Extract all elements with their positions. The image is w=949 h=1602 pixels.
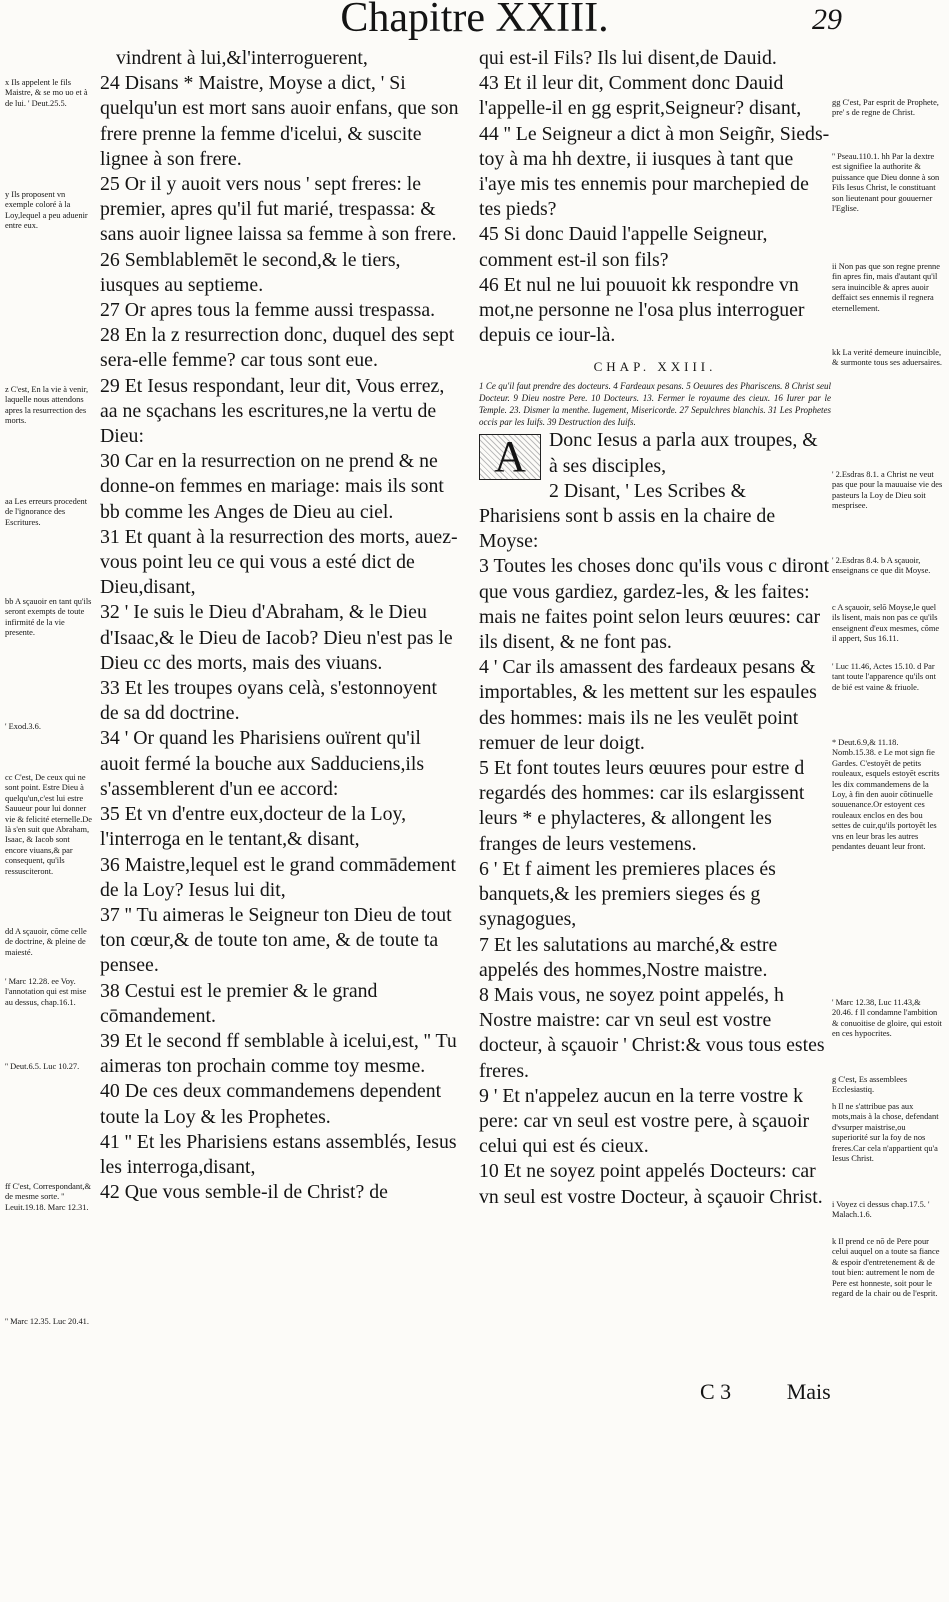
margin-note: ' 2.Esdras 8.1. a Christ ne veut pas que pour la mauuaise vie des pasteurs la Loy de Dieu soit mesprisee. (832, 470, 943, 511)
margin-note: g C'est, Es assemblees Ecclesiastiq. (832, 1075, 908, 1095)
margin-note: x Ils appelent le fils Maistre, & se mo uo et à de lui. ' Deut.25.5. (5, 78, 88, 108)
verse-line: 6 ' Et f aiment les premieres places és banquets,& les premiers sieges és g synagogues, (479, 857, 776, 931)
verse-line: 40 De ces deux commandemens dependent toute la Loy & les Prophetes. (100, 1080, 442, 1128)
margin-note: '' Pseau.110.1. hh Par la dextre est signifiee la authorite & puissance que Dieu donne à son Fils Iesus Christ, le constituant son lieutenant pour gouuerner l'Eglise. (832, 152, 940, 214)
verse-line: 8 Mais vous, ne soyez point appelés, h Nostre maistre: car vn seul est vostre docteur, à sçauoir ' Christ:& vous tous estes freres. (479, 983, 825, 1082)
margin-note: * Deut.6.9,& 11.18. Nomb.15.38. e Le mot sign fie Gardes. C'estoyēt de petits rouleaux, esquels estoyēt escrits les dix commandemens de la Loy, à fin den auoir cōtinuelle souuenance.Or estoyent ces rouleaux enclos en des bou settes de cuir,qu'ils portoyēt les vns en leur bras les autres pendantes deuant leur front. (832, 738, 940, 852)
verse-line: vindrent à lui,&l'interroguerent, (116, 47, 368, 69)
margin-note: ' 2.Esdras 8.4. b A sçauoir, enseignans ce que dit Moyse. (832, 556, 931, 576)
verse-line: qui est-il Fils? Ils lui disent,de Dauid. (479, 47, 777, 69)
margin-note: ff C'est, Correspondant,& de mesme sorte. '' Leuit.19.18. Marc 12.31. (5, 1182, 92, 1212)
margin-note: ii Non pas que son regne prenne fin apres fin, mais d'autant qu'il sera inuincible & apres auoir deffaict ses ennemis il regnera eternellement. (832, 262, 940, 313)
verse-line: 31 Et quant à la resurrection des morts, auez-vous point leu ce qui vous a esté dict de Dieu,disant, (100, 525, 458, 599)
margin-note: '' Marc 12.35. Luc 20.41. (5, 1317, 89, 1326)
verse-line: 26 Semblablemēt le second,& le tiers, iusques au septieme. (100, 248, 401, 296)
margin-note: aa Les erreurs procedent de l'ignorance des Escritures. (5, 497, 88, 527)
verse-line: 4 ' Car ils amassent des fardeaux pesans & importables, & les mettent sur les espaules des hommes: mais ils ne les veulēt point remuer de leur doigt. (479, 656, 817, 754)
margin-note: y Ils proposent vn exemple coloré à la Loy,lequel a peu aduenir entre eux. (5, 190, 88, 231)
margin-note: i Voyez ci dessus chap.17.5. ' Malach.1.6. (832, 1200, 930, 1220)
catchword-line (700, 1379, 831, 1405)
verse-line: 27 Or apres tous la femme aussi trespassa. (100, 299, 436, 322)
margin-note: bb A sçauoir en tant qu'ils seront exempts de toute infirmité de la vie presente. (5, 597, 92, 638)
verse-line: 24 Disans * Maistre, Moyse a dict, ' Si quelqu'un est mort sans auoir enfans, que son frere prenne la femme d'icelui, & suscite lignee à son frere. (100, 72, 459, 170)
catchword: Mais (786, 1379, 831, 1404)
margin-note: ' Marc 12.38, Luc 11.43,& 20.46. f Il condamne l'ambition & conuoitise de gloire, qui estoit en ces hypocrites. (832, 998, 942, 1039)
verse-line: 9 ' Et n'appelez aucun en la terre vostre k pere: car vn seul est vostre pere, à sçauoir celui qui est és cieux. (479, 1084, 810, 1158)
verse-line: 30 Car en la resurrection on ne prend & ne donne-on femmes en mariage: mais ils sont bb comme les Anges de Dieu au ciel. (100, 450, 444, 523)
margin-note: kk La verité demeure inuincible, & surmonte tous ses aduersaires. (832, 348, 943, 368)
left-column (100, 46, 460, 1205)
gathering-signature: C 3 (700, 1379, 732, 1404)
verse-line: 37 '' Tu aimeras le Seigneur ton Dieu de tout ton cœur,& de toute ton ame, & de toute ta pensee. (100, 903, 452, 977)
verse-line: 39 Et le second ff semblable à icelui,est, '' Tu aimeras ton prochain comme toy mesme. (100, 1029, 457, 1078)
margin-note: '' Deut.6.5. Luc 10.27. (5, 1062, 80, 1071)
chapter-heading: CHAP. XXIII. (593, 359, 717, 375)
chapter-summary: 1 Ce qu'il faut prendre des docteurs. 4 Fardeaux pesans. 5 Oeuures des Phariscens. 8 Christ seul Docteur. 9 Dieu nostre Pere. 10 Docteurs. 13. Fermer le royaume des cieux. 16 Iurer par le Temple. 23. Dismer la menthe. Iugement, Misericorde. 27 Sepulchres blanchis. 31 Les Prophetes occis par les Iuifs. 39 Destruction des Iuifs. (479, 381, 831, 428)
verse-line: 36 Maistre,lequel est le grand commādement de la Loy? Iesus lui dit, (100, 853, 456, 901)
margin-note: c A sçauoir, selō Moyse,le quel ils lisent, mais non pas ce qu'ils enseignent d'eux mesmes, cōme il appert, Sus 16.11. (832, 603, 940, 644)
verse-line: 38 Cestui est le premier & le grand cōmandement. (100, 979, 378, 1027)
verse-line: 28 En la z resurrection donc, duquel des sept sera-elle femme? car tous sont eue. (100, 324, 455, 372)
verse-line: 3 Toutes les choses donc qu'ils vous c diront que vous gardiez, gardez-les, & les faites: mais ne faites point selon leurs œuures: car ils disent, & ne font pas. (479, 555, 830, 654)
verse-line: 7 Et les salutations au marché,& estre appelés des hommes,Nostre maistre. (479, 933, 778, 981)
drop-cap-initial: A (479, 434, 541, 480)
margin-note: z C'est, En la vie à venir, laquelle nous attendons apres la resurrection des morts. (5, 385, 89, 426)
verse-line: 46 Et nul ne lui pouuoit kk respondre vn mot,ne personne ne l'osa plus interroguer depuis ce iour-là. (479, 273, 805, 347)
verse-line: 34 ' Or quand les Pharisiens ouïrent qu'il auoit fermé la bouche aux Sadduciens,ils s'assemblerent d'un ee accord: (100, 727, 425, 800)
verse-line: Donc Iesus a parla aux troupes, & à ses disciples, (549, 429, 818, 477)
margin-note: ' Marc 12.28. ee Voy. l'annotation qui est mise au dessus, chap.16.1. (5, 977, 87, 1007)
verse-line: 33 Et les troupes oyans celà, s'estonnoyent de sa dd doctrine. (100, 677, 438, 725)
verse-line: 45 Si donc Dauid l'appelle Seigneur, comment est-il son fils? (479, 223, 768, 271)
margin-note: gg C'est, Par esprit de Prophete, pre' s de regne de Christ. (832, 98, 939, 118)
verse-line: 32 ' Ie suis le Dieu d'Abraham, & le Dieu d'Isaac,& le Dieu de Iacob? Dieu n'est pas le Dieu cc des morts, mais des viuans. (100, 601, 453, 674)
margin-note: ' Luc 11.46, Actes 15.10. d Par tant toute l'apparence qu'ils ont de bié est vaine & friuole. (832, 662, 936, 692)
verse-line: 5 Et font toutes leurs œuures pour estre d regardés des hommes: car ils eslargissent leurs * e phylacteres, & allongent les franges de leurs vestemens. (479, 757, 805, 855)
verse-line: 25 Or il y auoit vers nous ' sept freres: le premier, apres qu'il fut marié, trespassa: & sans auoir lignee laissa sa femme à son frere. (100, 173, 457, 246)
verse-line: 42 Que vous semble-il de Christ? de (100, 1181, 388, 1204)
page-number: 29 (812, 3, 842, 36)
verse-line: 44 '' Le Seigneur a dict à mon Seigñr, Sieds-toy à ma hh dextre, ii iusques à tant que i'aye mis tes ennemis pour marchepied de tes pieds? (479, 122, 830, 221)
right-column (479, 46, 831, 1210)
verse-line: 2 Disant, ' Les Scribes & Pharisiens sont b assis en la chaire de Moyse: (479, 479, 776, 553)
margin-note: k Il prend ce nō de Pere pour celui auquel on a toute sa fiance & espoir d'entretenement & de tout bien: autrement le nom de Pere est honneste, soit pour le regard de la chair ou de l'esprit. (832, 1237, 940, 1299)
margin-note: dd A sçauoir, cōme celle de doctrine, & pleine de maiesté. (5, 927, 87, 957)
verse-line: 29 Et Iesus respondant, leur dit, Vous errez, aa ne sçachans les escritures,ne la vertu de Dieu: (100, 374, 445, 448)
verse-line: 10 Et ne soyez point appelés Docteurs: car vn seul est vostre Docteur, à sçauoir Christ. (479, 1160, 823, 1208)
margin-note: cc C'est, De ceux qui ne sont point. Estre Dieu à quelqu'un,c'est lui estre Sauueur pour lui donner vie & felicité eternelle.De là s'en suit que Abraham, Isaac, & Iacob sont encore viuans,& par consequent, qu'ils ressusciteront. (5, 773, 92, 876)
verse-line: 43 Et il leur dit, Comment donc Dauid l'appelle-il en gg esprit,Seigneur? disant, (479, 72, 802, 120)
page-title: Chapitre XXIII. (340, 0, 609, 41)
verse-line: 41 '' Et les Pharisiens estans assemblés, Iesus les interroga,disant, (100, 1130, 457, 1178)
margin-note: ' Exod.3.6. (5, 722, 41, 731)
margin-note: h Il ne s'attribue pas aux mots,mais à la chose, defendant d'vsurper maistrise,ou superiorité sur la foy de nos freres.Car cela n'appartient qu'a Iesus Christ. (832, 1102, 939, 1164)
verse-line: 35 Et vn d'entre eux,docteur de la Loy, l'interroga en le tentant,& disant, (100, 803, 407, 851)
